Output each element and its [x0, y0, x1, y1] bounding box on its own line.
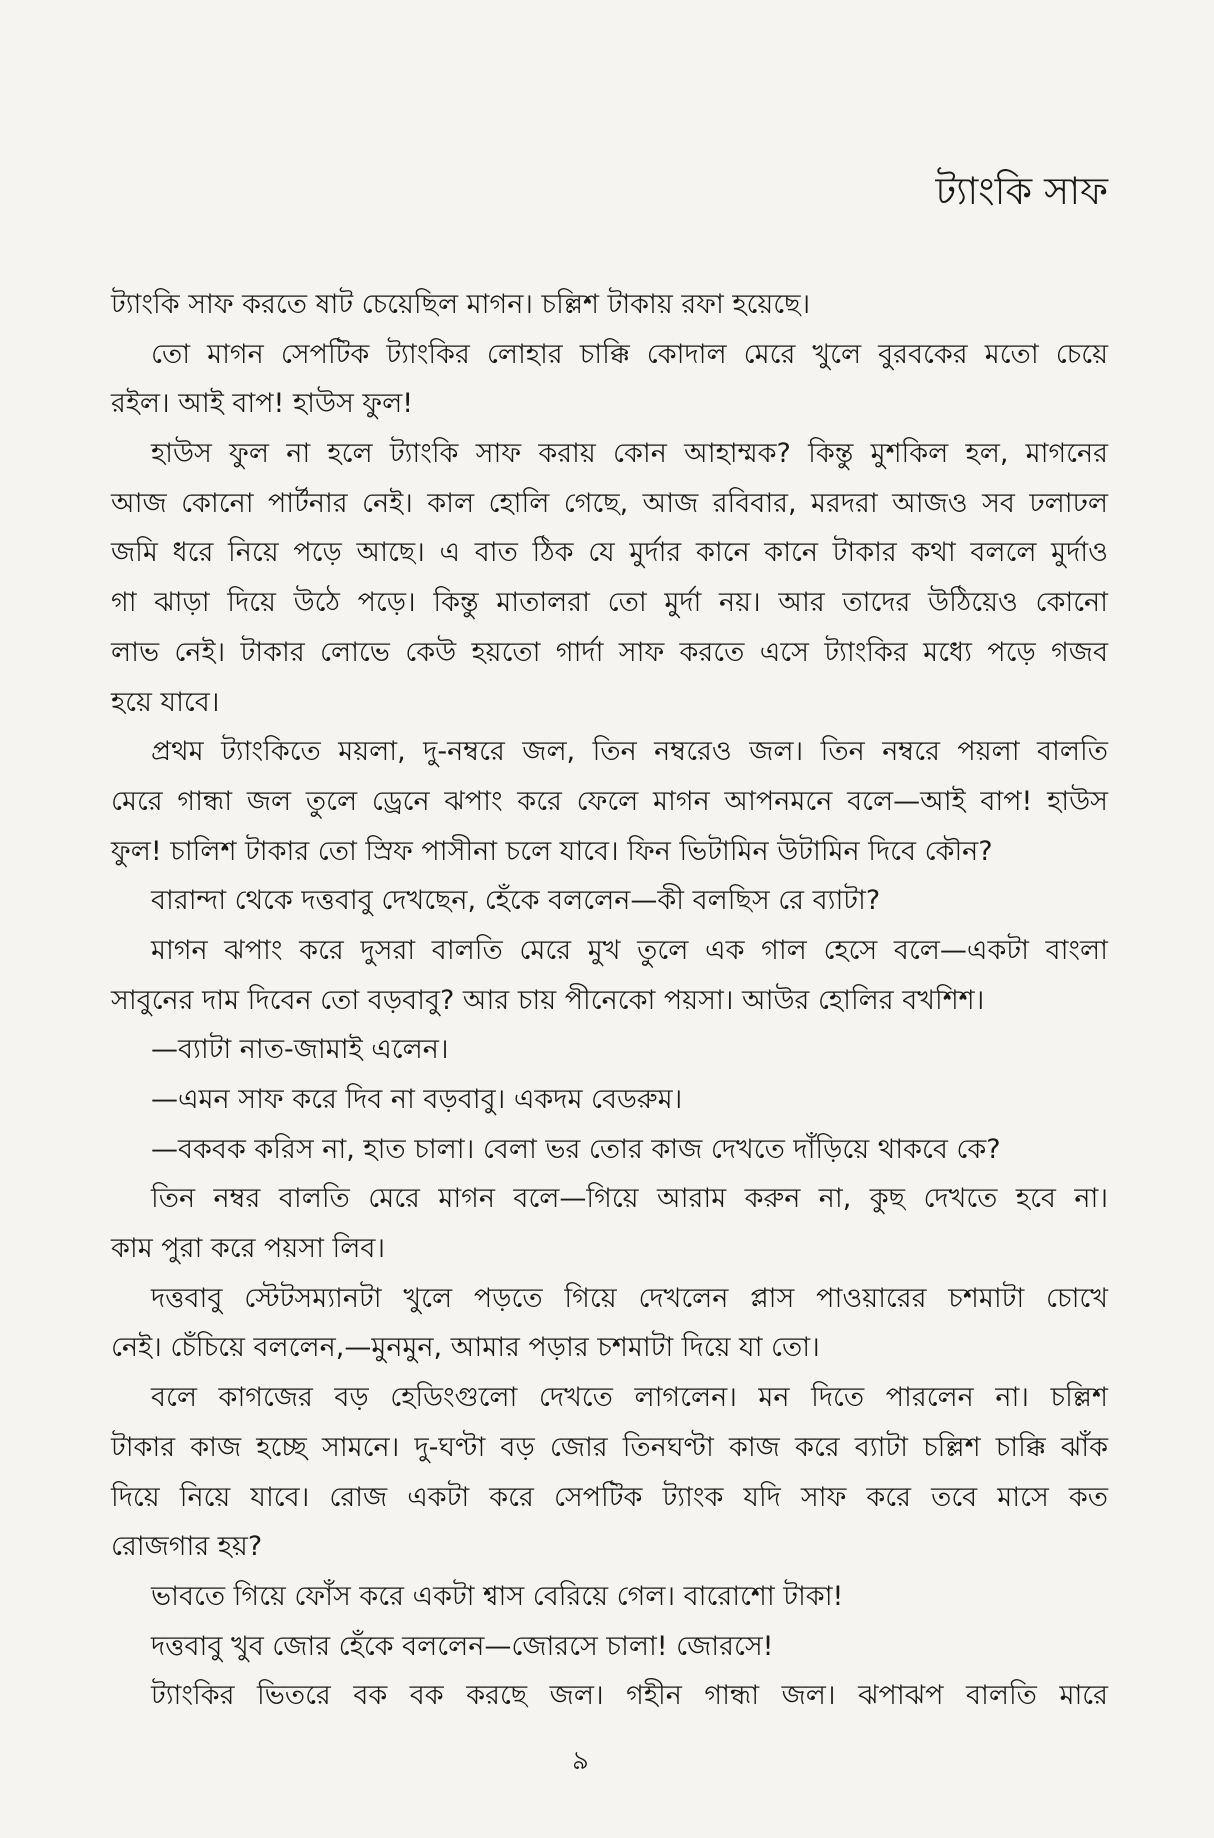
text-line: ভাবতে গিয়ে ফোঁস করে একটা শ্বাস বেরিয়ে গেল। বারোশো টাকা! — [151, 1580, 844, 1612]
text-line: রইল। আই বাপ! হাউস ফুল! — [111, 388, 414, 420]
text-line: বারান্দা থেকে দত্তবাবু দেখছেন, হেঁকে বললেন—কী বলছিস রে ব্যাটা? — [151, 885, 881, 917]
chapter-title: ট্যাংকি সাফ — [935, 169, 1108, 213]
page-number: ৯ — [572, 1746, 589, 1776]
text-line: প্রথম ট্যাংকিতে ময়লা, দু-নম্বরে জল, তিন নম্বরেও জল। তিন নম্বরে পয়লা বালতি — [151, 736, 1108, 768]
text-line: —এমন সাফ করে দিব না বড়বাবু। একদম বেডরুম। — [151, 1084, 683, 1115]
text-line: ফুল! চালিশ টাকার তো স্রিফ পাসীনা চলে যাবে। ফিন ভিটামিন উটামিন দিবে কৌন? — [111, 835, 993, 867]
body-text — [111, 280, 1108, 1721]
text-line: দত্তবাবু স্টেটসম্যানটা খুলে পড়তে গিয়ে দেখলেন প্লাস পাওয়ারের চশমাটা চোখে — [151, 1282, 1108, 1314]
text-line: কাম পুরা করে পয়সা লিব। — [111, 1233, 386, 1265]
text-line: —বকবক করিস না, হাত চালা। বেলা ভর তোর কাজ দেখতে দাঁড়িয়ে থাকবে কে? — [151, 1133, 1001, 1165]
text-line: আজ কোনো পার্টনার নেই। কাল হোলি গেছে, আজ রবিবার, মরদরা আজও সব ঢলাঢল — [111, 487, 1108, 519]
text-line: নেই। চেঁচিয়ে বললেন,—মুনমুন, আমার পড়ার চশমাটা দিয়ে যা তো। — [111, 1332, 820, 1364]
text-line: টাকার কাজ হচ্ছে সামনে। দু-ঘণ্টা বড় জোর তিনঘণ্টা কাজ করে ব্যাটা চল্লিশ চাক্কি ঝাঁক — [111, 1431, 1108, 1463]
text-line: রোজগার হয়? — [111, 1531, 263, 1563]
text-line: ট্যাংকির ভিতরে বক বক করছে জল। গহীন গান্ধা জল। ঝপাঝপ বালতি মারে — [151, 1680, 1108, 1712]
text-line: লাভ নেই। টাকার লোভে কেউ হয়তো গার্দা সাফ করতে এসে ট্যাংকির মধ্যে পড়ে গজব — [111, 636, 1108, 668]
text-line: তিন নম্বর বালতি মেরে মাগন বলে—গিয়ে আরাম করুন না, কুছ দেখতে হবে না। — [151, 1183, 1108, 1215]
text-line: ট্যাংকি সাফ করতে ষাট চেয়েছিল মাগন। চল্লিশ টাকায় রফা হয়েছে। — [111, 289, 811, 320]
text-line: জমি ধরে নিয়ে পড়ে আছে। এ বাত ঠিক যে মুর্দার কানে কানে টাকার কথা বললে মুর্দাও — [111, 537, 1108, 569]
text-line: বলে কাগজের বড় হেডিংগুলো দেখতে লাগলেন। মন দিতে পারলেন না। চল্লিশ — [151, 1382, 1108, 1414]
text-line: হাউস ফুল না হলে ট্যাংকি সাফ করায় কোন আহাম্মক? কিন্তু মুশকিল হল, মাগনের — [151, 438, 1108, 470]
text-line: মাগন ঝপাং করে দুসরা বালতি মেরে মুখ তুলে এক গাল হেসে বলে—একটা বাংলা — [151, 934, 1108, 966]
text-line: গা ঝাড়া দিয়ে উঠে পড়ে। কিন্তু মাতালরা তো মুর্দা নয়। আর তাদের উঠিয়েও কোনো — [111, 587, 1108, 619]
text-line: সাবুনের দাম দিবেন তো বড়বাবু? আর চায় পীনেকো পয়সা। আউর হোলির বখশিশ। — [111, 984, 985, 1016]
text-line: তো মাগন সেপটিক ট্যাংকির লোহার চাক্কি কোদাল মেরে খুলে বুরবকের মতো চেয়ে — [151, 338, 1108, 370]
text-line: দত্তবাবু খুব জোর হেঁকে বললেন—জোরসে চালা! জোরসে! — [151, 1630, 774, 1662]
text-line: হয়ে যাবে। — [111, 686, 220, 718]
text-line: মেরে গান্ধা জল তুলে ড্রেনে ঝপাং করে ফেলে মাগন আপনমনে বলে—আই বাপ! হাউস — [111, 785, 1108, 817]
text-line: —ব্যাটা নাত-জামাই এলেন। — [151, 1034, 449, 1066]
text-line: দিয়ে নিয়ে যাবে। রোজ একটা করে সেপটিক ট্যাংক যদি সাফ করে তবে মাসে কত — [111, 1481, 1108, 1513]
